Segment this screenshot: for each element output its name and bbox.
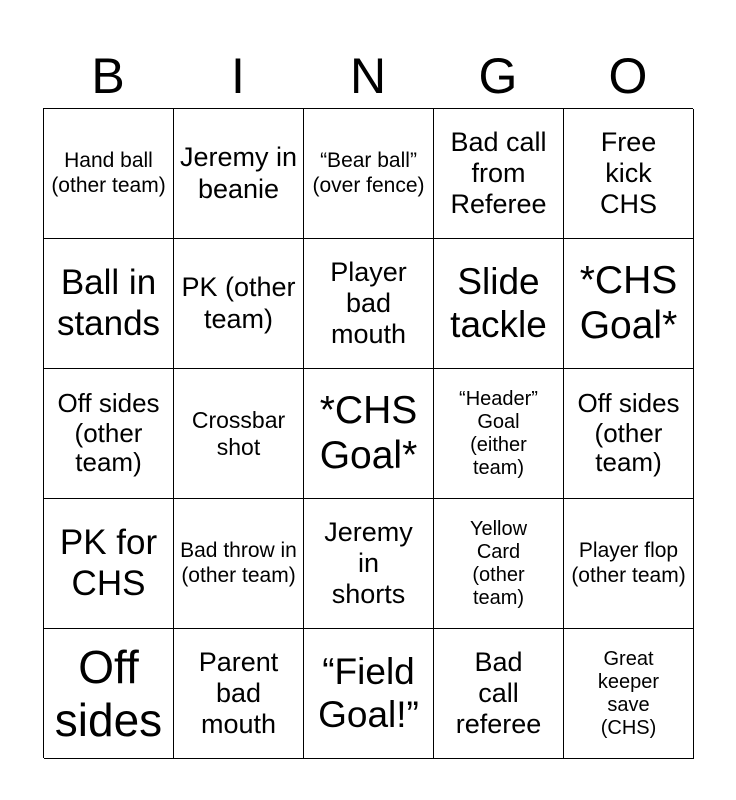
cell-text: Bad throw in (other team) [180, 539, 297, 587]
bingo-cell-r4c4[interactable] [434, 499, 564, 629]
header-letter-g: G [478, 48, 518, 104]
cell-text: Parent bad mouth [198, 646, 279, 740]
cell-text: “Header” Goal (either team) [459, 387, 538, 479]
cell-text: Off sides (other team) [57, 387, 160, 478]
bingo-cell-r5c2[interactable] [174, 629, 304, 759]
bingo-cell-r1c1[interactable] [44, 109, 174, 239]
bingo-cell-r4c5[interactable] [564, 499, 694, 629]
bingo-cell-r2c5[interactable] [564, 239, 694, 369]
cell-text: “Bear ball” (over fence) [312, 149, 425, 197]
cell-text: Player flop (other team) [571, 539, 686, 587]
header-letter-n: N [349, 48, 387, 104]
cell-text: PK for CHS [59, 523, 158, 603]
cell-text: Slide tackle [450, 260, 547, 345]
bingo-cell-r2c4[interactable] [434, 239, 564, 369]
cell-text: Yellow Card (other team) [469, 517, 528, 609]
cell-text: *CHS Goal* [579, 258, 678, 347]
cell-text: Off sides (other team) [577, 387, 680, 478]
bingo-cell-r5c1[interactable] [44, 629, 174, 759]
bingo-cell-r3c2[interactable] [174, 369, 304, 499]
bingo-cell-r2c2[interactable] [174, 239, 304, 369]
cell-text: Jeremy in beanie [179, 142, 298, 204]
bingo-cell-r4c3[interactable] [304, 499, 434, 629]
header-letter-b: B [91, 48, 125, 104]
bingo-cell-r4c1[interactable] [44, 499, 174, 629]
cell-text: Ball in stands [56, 263, 161, 343]
cell-text: “Field Goal!” [318, 650, 419, 735]
cell-text: *CHS Goal* [319, 388, 418, 477]
cell-text: Crossbar shot [191, 407, 286, 460]
cell-text: Player bad mouth [330, 256, 407, 350]
bingo-cell-r5c4[interactable] [434, 629, 564, 759]
bingo-cell-r5c5[interactable] [564, 629, 694, 759]
cell-text: Bad call from Referee [450, 126, 547, 220]
bingo-cell-r2c1[interactable] [44, 239, 174, 369]
bingo-cell-r3c5[interactable] [564, 369, 694, 499]
header-letter-i: I [231, 48, 245, 104]
bingo-cell-r1c3[interactable] [304, 109, 434, 239]
bingo-cell-r2c3[interactable] [304, 239, 434, 369]
bingo-cell-r1c5[interactable] [564, 109, 694, 239]
bingo-cell-r1c2[interactable] [174, 109, 304, 239]
cell-text: PK (other team) [181, 272, 296, 334]
bingo-cell-r1c4[interactable] [434, 109, 564, 239]
header-letter-o: O [608, 48, 648, 104]
bingo-board [43, 108, 693, 758]
cell-text: Jeremy in shorts [324, 516, 413, 610]
bingo-cell-r5c3[interactable] [304, 629, 434, 759]
cell-text: Bad call referee [455, 646, 542, 740]
bingo-cell-r3c1[interactable] [44, 369, 174, 499]
cell-text: Hand ball (other team) [51, 149, 166, 197]
bingo-cell-r3c3[interactable] [304, 369, 434, 499]
bingo-cell-r4c2[interactable] [174, 499, 304, 629]
cell-text: Free kick CHS [599, 126, 657, 220]
cell-text: Off sides [54, 640, 163, 746]
bingo-cell-r3c4[interactable] [434, 369, 564, 499]
cell-text: Great keeper save (CHS) [597, 647, 660, 739]
bingo-header [43, 44, 693, 108]
